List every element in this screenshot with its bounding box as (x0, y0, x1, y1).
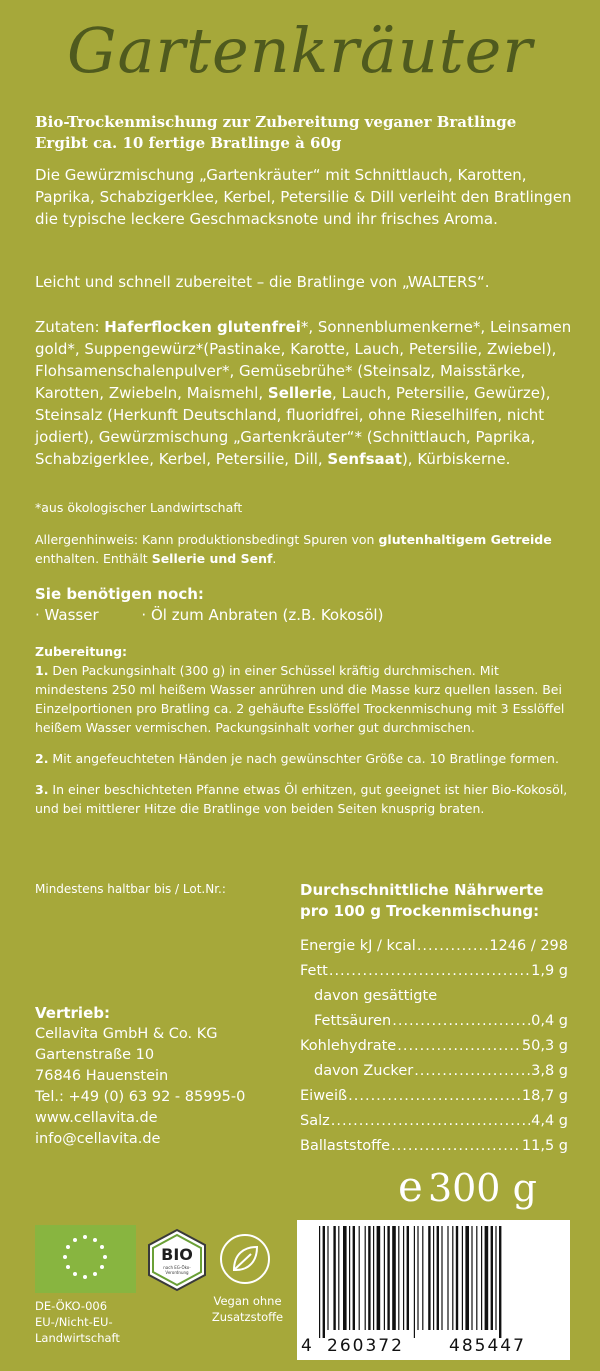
barcode-bar (437, 1226, 439, 1330)
net-weight (398, 1162, 537, 1211)
distributor-block (35, 1003, 295, 1150)
barcode-bar (359, 1226, 360, 1330)
ingredient-bold-celery: Sellerie (267, 384, 333, 402)
prep-step-3-number: 3. (35, 782, 49, 797)
nutrition-row-sat-label (300, 984, 568, 1009)
barcode-bar (428, 1226, 430, 1330)
nutrition-heading-2: pro 100 g Trockenmischung: (300, 902, 540, 920)
ingredient-bold-mustard: Senfsaat (327, 450, 402, 468)
nutrition-heading (300, 880, 568, 922)
barcode-bar (327, 1226, 328, 1330)
leaf-icon (218, 1232, 272, 1286)
vegan-line-1: Vegan ohne (213, 1294, 282, 1308)
weight-value: 300 g (427, 1166, 537, 1210)
ingredients-part-4: ), Kürbiskerne. (401, 450, 511, 468)
barcode-bar (499, 1226, 501, 1338)
allergen-celery-mustard: Sellerie und Senf (151, 551, 273, 566)
prep-heading: Zubereitung: (35, 644, 128, 659)
carb-value: 50,3 g (521, 1038, 568, 1054)
bio-seal (145, 1228, 209, 1292)
distributor-street: Gartenstraße 10 (35, 1047, 155, 1063)
barcode-bar (384, 1226, 385, 1330)
fat-value: 1,9 g (531, 963, 568, 979)
eu-logo-text (35, 1298, 165, 1346)
barcode-bar (323, 1226, 325, 1338)
eu-leaf-icon (35, 1225, 136, 1293)
barcode-bar (417, 1226, 418, 1330)
prep-step-1-text: Den Packungsinhalt (300 g) in einer Schüssel kräftig durchmischen. Mit mindestens 250 ml heißem Wasser anrühren und die Masse kurz quellen lassen. Bei Einzelportionen pro Bratling ca. 2 gehäufte Esslöffel Trockenmischung mit 3 Esslöffel heißem Wasser vermischen. Packungsinhalt vorher gut durchmischen. (35, 663, 565, 735)
needs-items (35, 605, 575, 625)
barcode-bar (465, 1226, 469, 1330)
sat-label-1: davon gesättigte (314, 988, 438, 1004)
needs-section (35, 583, 575, 625)
product-title: Gartenkräuter (66, 14, 533, 87)
nutrition-table (300, 880, 568, 1159)
distributor-phone: Tel.: +49 (0) 63 92 - 85995-0 (35, 1089, 246, 1105)
eu-logo-line-3: Landwirtschaft (35, 1331, 120, 1345)
prep-step-1 (35, 661, 575, 737)
protein-label: Eiweiß (300, 1088, 348, 1104)
barcode-bar (481, 1226, 482, 1330)
barcode-bar (333, 1226, 335, 1330)
easy-text: Leicht und schnell zubereitet – die Bratlinge von „WALTERS“. (35, 273, 490, 291)
vegan-logo (218, 1232, 272, 1286)
eu-logo-line-2: EU-/Nicht-EU- (35, 1315, 113, 1329)
distributor-company: Cellavita GmbH & Co. KG (35, 1026, 218, 1042)
allergen-note (35, 530, 575, 568)
salt-label: Salz (300, 1113, 330, 1129)
barcode-bar (491, 1226, 493, 1330)
prep-step-3-text: In einer beschichteten Pfanne etwas Öl erhitzen, gut geeignet ist hier Bio-Kokosöl, und bei mittlerer Hitze die Bratlinge von beiden Seiten knusprig braten. (35, 782, 568, 816)
needs-heading: Sie benötigen noch: (35, 585, 204, 603)
nutrition-heading-1: Durchschnittliche Nährwerte (300, 881, 544, 899)
salt-value: 4,4 g (531, 1113, 568, 1129)
barcode-bar (365, 1226, 366, 1330)
sat-value: 0,4 g (531, 1013, 568, 1029)
needs-water: · Wasser (35, 606, 99, 624)
distributor-city: 76846 Hauenstein (35, 1068, 169, 1084)
estimated-sign-icon: e (398, 1162, 423, 1211)
prep-step-3 (35, 780, 575, 818)
barcode-bar (407, 1226, 409, 1330)
sugar-label: davon Zucker (314, 1063, 414, 1079)
sugar-value: 3,8 g (531, 1063, 568, 1079)
nutrition-row-fat (300, 959, 568, 984)
allergen-part-1: Allergenhinweis: Kann produktionsbedingt Spuren von (35, 532, 379, 547)
barcode-bar (403, 1226, 404, 1330)
best-before: Mindestens haltbar bis / Lot.Nr.: (35, 882, 226, 896)
fiber-value: 11,5 g (521, 1138, 568, 1154)
allergen-part-2: enthalten. Enthält (35, 551, 152, 566)
barcode-bar (422, 1226, 423, 1330)
barcode-bar (447, 1226, 448, 1330)
distributor-website[interactable]: www.cellavita.de (35, 1110, 158, 1126)
bio-seal-text: BIO (161, 1245, 193, 1264)
barcode-bar (319, 1226, 320, 1338)
prep-step-2-number: 2. (35, 751, 49, 766)
barcode-bar (485, 1226, 489, 1330)
nutrition-row-salt (300, 1109, 568, 1134)
ingredients-label: Zutaten: (35, 318, 105, 336)
nutrition-row-sugar (300, 1059, 568, 1084)
barcode-bar (398, 1226, 399, 1330)
nutrition-row-carbs (300, 1034, 568, 1059)
subtitle-line-2: Ergibt ca. 10 fertige Bratlinge à 60g (35, 134, 342, 152)
allergen-gluten: glutenhaltigem Getreide (378, 532, 552, 547)
barcode-bar (476, 1226, 477, 1330)
intro-text: Die Gewürzmischung „Gartenkräuter“ mit Schnittlauch, Karotten, Paprika, Schabzigerklee, Kerbel, Petersilie & Dill verleiht den Bratlingen die typische leckere Geschmacksnote und ihr frisches Aroma. (35, 166, 572, 228)
preparation-section (35, 642, 575, 818)
barcode-bar (368, 1226, 370, 1330)
distributor-heading: Vertrieb: (35, 1004, 110, 1022)
ingredients-part-3: , Lauch, Petersilie, Gewürze), Steinsalz (Herkunft Deutschland, fluoridfrei, ohne Rieselhilfen, nicht jodiert), Gewürzmischung „Gartenkräuter“* (Schnittlauch, Paprika, Schabzigerklee, Kerbel, Petersilie, Dill, (35, 384, 551, 468)
sat-label-2: Fettsäuren (314, 1013, 392, 1029)
barcode-bar (377, 1226, 381, 1330)
ingredients-text (35, 316, 575, 470)
energy-value: 1246 / 298 (489, 938, 568, 954)
vegan-text (200, 1293, 295, 1325)
fat-label: Fett (300, 963, 328, 979)
nutrition-row-fiber (300, 1134, 568, 1159)
barcode-digits-2: 260372 (327, 1336, 404, 1356)
organic-note: *aus ökologischer Landwirtschaft (35, 500, 243, 515)
barcode-bar (441, 1226, 442, 1330)
barcode-digits (297, 1336, 570, 1358)
barcode-bar (456, 1226, 458, 1330)
eu-organic-logo (35, 1225, 136, 1293)
barcode-bar (495, 1226, 496, 1330)
barcode-digit-1: 4 (301, 1336, 312, 1356)
barcode-bar (433, 1226, 434, 1330)
allergen-part-3: . (272, 551, 277, 566)
barcode-digits-3: 485447 (449, 1336, 526, 1356)
barcode-bars (297, 1226, 570, 1338)
barcode-bar (373, 1226, 374, 1330)
vegan-line-2: Zusatzstoffe (211, 1310, 284, 1324)
needs-oil: · Öl zum Anbraten (z.B. Kokosöl) (141, 606, 384, 624)
prep-step-2-text: Mit angefeuchteten Händen je nach gewünschter Größe ca. 10 Bratlinge formen. (48, 751, 559, 766)
bio-seal-subtext: nach EG-Öko-Verordnung (163, 1265, 191, 1275)
nutrition-row-protein (300, 1084, 568, 1109)
barcode (297, 1220, 570, 1360)
carb-label: Kohlehydrate (300, 1038, 397, 1054)
prep-step-1-number: 1. (35, 663, 49, 678)
distributor-email[interactable]: info@cellavita.de (35, 1131, 161, 1147)
barcode-bar (387, 1226, 389, 1330)
subtitle-line-1: Bio-Trockenmischung zur Zubereitung veganer Bratlinge (35, 113, 517, 131)
fiber-label: Ballaststoffe (300, 1138, 391, 1154)
barcode-bar (353, 1226, 355, 1330)
ingredient-bold-oats: Haferflocken glutenfrei (104, 318, 301, 336)
protein-value: 18,7 g (521, 1088, 568, 1104)
barcode-bar (392, 1226, 396, 1330)
barcode-bar (462, 1226, 463, 1330)
barcode-bar (338, 1226, 339, 1330)
ingredients-part-2: *, Sonnenblumenkerne*, Leinsamen gold*, Suppengewürz*(Pastinake, Karotte, Lauch, Petersilie, Zwiebel), Flohsamenschalenpulver*, Gemüsebrühe* (Steinsalz, Maisstärke, Karotten, Zwiebeln, Maismehl, (35, 318, 572, 402)
energy-label: Energie kJ / kcal (300, 938, 416, 954)
barcode-bar (414, 1226, 415, 1338)
nutrition-row-energy (300, 934, 568, 959)
barcode-bar (343, 1226, 347, 1330)
subtitle (35, 112, 516, 154)
barcode-bar (471, 1226, 472, 1330)
prep-step-2 (35, 749, 575, 768)
barcode-bar (349, 1226, 350, 1330)
eu-logo-code: DE-ÖKO-006 (35, 1299, 108, 1313)
nutrition-row-sat (300, 1009, 568, 1034)
barcode-bar (452, 1226, 453, 1330)
